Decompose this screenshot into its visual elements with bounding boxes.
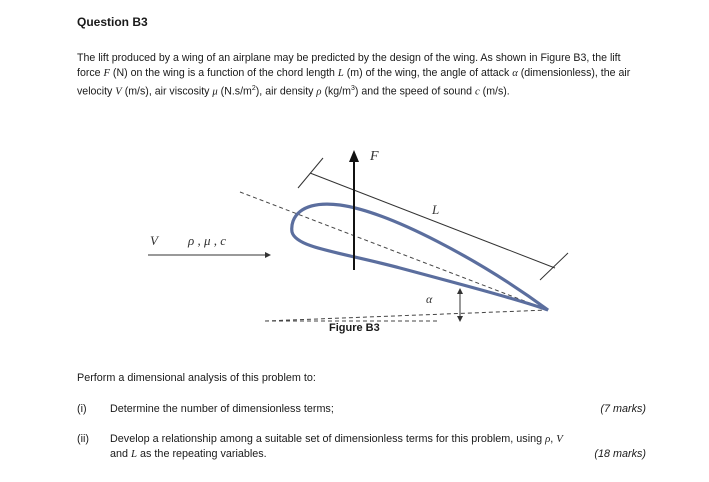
task-prompt: Perform a dimensional analysis of this problem to: bbox=[77, 372, 316, 384]
question-heading: Question B3 bbox=[77, 15, 148, 29]
alpha-arrow-bottom bbox=[457, 316, 463, 322]
lift-arrowhead bbox=[349, 150, 359, 162]
task-number: (i) bbox=[77, 403, 87, 415]
label-V: V bbox=[150, 233, 158, 248]
label-alpha: α bbox=[426, 292, 433, 306]
airfoil-figure bbox=[140, 140, 590, 335]
question-intro: The lift produced by a wing of an airplane may be predicted by the design of the wing. As shown in Figure B3, the lift force F (N) on the wing is a function of the chord length L (m) of the wing, the angle of attack α (dimensionless), the air velocity V (m/s), air viscosity μ $(N.s/m^2)$, air density ρ $(kg/m^3)$ and the speed of sound c (m/s). bbox=[77, 52, 631, 98]
chord-dashed-line bbox=[240, 192, 548, 310]
label-fluid-properties: ρ , μ , c bbox=[188, 233, 227, 248]
horizontal-dashed-line bbox=[265, 310, 548, 321]
label-L: L bbox=[432, 202, 440, 217]
task-marks: (18 marks) bbox=[594, 448, 646, 460]
task-marks: (7 marks) bbox=[600, 403, 646, 415]
label-F: F bbox=[370, 149, 379, 164]
task-number: (ii) bbox=[77, 433, 89, 445]
task-text: Determine the number of dimensionless terms; bbox=[110, 403, 334, 415]
figure-caption: Figure B3 bbox=[329, 322, 380, 334]
task-text: Develop a relationship among a suitable set of dimensionless terms for this problem, using ρ, V and L as the repeating variables. bbox=[110, 433, 563, 460]
alpha-arrow-top bbox=[457, 288, 463, 294]
dimension-tick-right bbox=[540, 253, 568, 280]
dimension-tick-left bbox=[298, 158, 323, 188]
velocity-arrowhead bbox=[265, 252, 271, 258]
airfoil-shape bbox=[292, 204, 548, 310]
